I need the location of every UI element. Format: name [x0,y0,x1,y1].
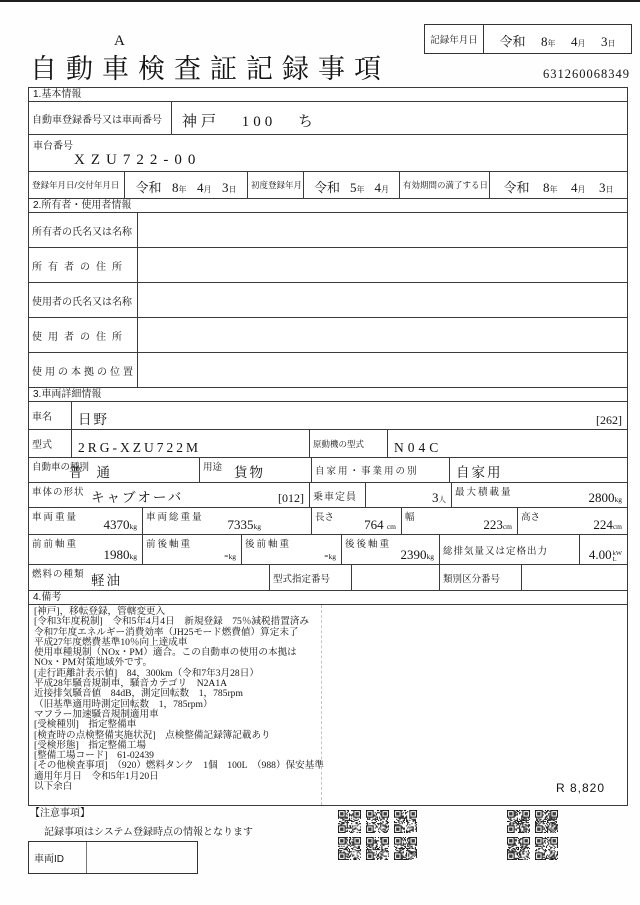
remark-line: [受検種別] 指定整備車 [34,719,137,731]
weights-dimensions-row [29,507,627,534]
vehicle-id-box [28,841,198,874]
user-name-row [29,282,627,317]
first-registration-value: 令和 5年 4月 [313,180,389,195]
document-number: 631260068349 [543,67,630,81]
engine-model-label: 原動機の型式 [313,438,365,449]
axle-weights-row [29,534,627,564]
max-load-label: 最大積載量 [455,487,513,498]
displacement-value: 4.00 kW L [588,547,622,563]
qr-row [338,837,563,860]
remark-line: [令和3年度税制] 令和5年4月4日 新規登録 75％減税措置済み [34,616,310,628]
vehicle-kind-label: 自動車の種別 [32,462,90,473]
owner-name-row [29,213,627,247]
remark-line: [整備工場コード] 61-02439 [34,750,154,762]
remark-line: 近接排気騒音値 84dB，測定回転数 1，785rpm [34,688,243,700]
model-value: 2RG-XZU722M [78,440,201,455]
length-label: 長さ [315,512,335,523]
owner-name-label: 所有者の氏名又は名称 [32,226,132,238]
section3-heading: 3.車両詳細情報 [29,388,627,402]
fuel-type-label: 燃料の種類 [32,569,85,580]
user-name-label: 使用者の氏名又は名称 [32,296,132,308]
axle-front-rear-value: -kg [224,547,236,562]
section-owner-user-info [28,198,628,388]
owner-address-label: 所有者の住所 [32,261,128,273]
plate-value: 神戸 100 ち [182,114,318,130]
user-address-row [29,317,627,352]
qr-gap [422,810,507,833]
car-name-code: [262] [596,413,622,427]
qr-code-icon [394,837,417,860]
vehicle-weight-label: 車両重量 [32,512,79,523]
class-number-label: 類別区分番号 [443,573,501,585]
form-type-mark: A [114,33,125,49]
body-shape-value: キャブオーバ [91,490,184,505]
base-location-label: 使用の本拠の位置 [32,366,136,378]
owner-address-row [29,247,627,282]
class-number-value [521,565,627,590]
kind-use-row [29,457,627,482]
notice-heading: 【注意事項】 [30,808,90,819]
section-basic-info [28,87,628,199]
qr-code-block [338,810,563,864]
section-vehicle-details [28,387,628,591]
registration-date-value: 令和 8年 4月 3日 [135,180,237,195]
vehicle-weight-value: 4370kg [103,517,137,532]
qr-row [338,810,563,833]
remarks-box [29,605,627,805]
fuel-row [29,564,627,590]
qr-code-icon [338,837,361,860]
capacity-value: 3人 [432,490,446,505]
base-location-row [29,352,627,387]
record-date-value: 令和 8年 4月 3日 [499,34,616,49]
fuel-type-value: 軽油 [91,573,122,588]
engine-model-value: N04C [394,440,443,455]
vehicle-id-value [87,842,197,873]
user-name-value [137,283,627,317]
remark-line: マフラー加速騒音規制適用車 [34,708,159,720]
car-name-value: 日野 [78,412,109,427]
main-table [28,88,628,806]
qr-code-icon [507,810,530,833]
car-name-row [29,402,627,429]
expiry-date-label: 有効期間の満了する日 [403,180,489,190]
qr-code-icon [535,810,558,833]
gross-weight-label: 車両総重量 [146,512,204,523]
remarks-text [29,605,324,792]
remark-line: 以下余白 [34,781,73,793]
qr-gap [422,837,507,860]
body-shape-row [29,482,627,507]
remark-line: [神戸]，移転登録，管轄変更入 [34,606,166,617]
remarks-fold-line [321,605,322,805]
axle-front-front-value: 1980kg [103,547,137,562]
owner-address-value [137,248,627,282]
car-name-label: 車名 [32,412,52,423]
plate-row [29,102,627,134]
chassis-value: XZU722-00 [74,152,202,168]
remark-line: 使用車種規制（NOx・PM）適合。この自動車の使用の本拠はNOx・PM対策地域外です。 [34,647,297,669]
qr-code-icon [394,810,417,833]
private-business-value: 自家用 [456,465,503,480]
axle-rear-front-label: 後前軸重 [245,539,292,550]
capacity-label: 乗車定員 [313,491,357,503]
qr-code-icon [338,810,361,833]
recycle-fee: R 8,820 [555,781,605,795]
page-title: 自動車検査証記録事項 [30,54,390,84]
remark-line: （旧基準適用時測定回転数 1，785rpm） [34,698,213,710]
model-label: 型式 [32,440,52,451]
remark-line: [受検形態] 指定整備工場 [34,739,146,751]
vehicle-id-label: 車両ID [29,842,87,873]
private-business-label: 自家用・事業用の別 [315,466,419,477]
remark-line: 令和7年度エネルギー消費効率（JH25モード燃費値）算定未了 [34,626,299,638]
section4-heading: 4.備考 [29,591,627,605]
remark-line: [走行距離計表示値] 84，300km（令和7年3月28日） [34,667,259,679]
remark-line: [その他検査事項] （920）燃料タンク 1個 100L （988）保安基準適用年月日 令和5年1月20日 [34,760,324,782]
displacement-label: 総排気量又は定格出力 [443,545,549,557]
base-location-value [137,353,627,387]
length-value: 764 cm [364,517,396,532]
owner-name-value [137,213,627,247]
section-remarks [28,590,628,806]
model-row [29,429,627,457]
width-value: 223cm [483,517,512,532]
vehicle-kind-value: 普通 [69,465,124,480]
height-label: 高さ [521,512,541,523]
record-date-box [424,24,632,54]
qr-code-icon [366,837,389,860]
axle-rear-front-value: -kg [324,547,336,562]
qr-code-icon [507,837,530,860]
registration-date-label: 登録年月日/交付年月日 [32,180,120,190]
dates-row [29,171,627,198]
use-label: 用途 [203,462,223,473]
max-load-value: 2800kg [588,490,622,505]
body-shape-label: 車体の形状 [32,487,85,498]
section2-heading: 2.所有者・使用者情報 [29,199,627,213]
remark-line: 平成28年騒音規制車，騒音カテゴリ N2A1A [34,678,228,690]
gross-weight-value: 7335kg [227,517,261,532]
notice-text: 記録事項はシステム登録時点の情報となります [44,827,253,838]
chassis-row [29,134,627,171]
user-address-value [137,318,627,352]
chassis-label: 車台番号 [33,141,73,152]
axle-front-rear-label: 前後軸重 [146,539,193,550]
height-value: 224cm [593,517,622,532]
type-approval-number-label: 型式指定番号 [273,573,331,585]
use-value: 貨物 [234,465,265,480]
remark-line: [検査時の点検整備実施状況] 点検整備記録簿記載あり [34,729,271,741]
width-label: 幅 [405,512,415,523]
qr-code-icon [366,810,389,833]
qr-code-icon [535,837,558,860]
type-approval-number-value [351,565,439,590]
plate-label: 自動車登録番号又は車両番号 [32,114,162,126]
user-address-label: 使用者の住所 [32,331,128,343]
record-date-label: 記録年月日 [425,25,484,53]
remark-line: 平成27年度燃費基準10％向上達成車 [34,636,188,648]
axle-rear-rear-value: 2390kg [400,547,434,562]
axle-rear-rear-label: 後後軸重 [345,539,392,550]
expiry-date-value: 令和 8年 4月 3日 [503,180,614,195]
body-shape-code: [012] [278,491,304,505]
axle-front-front-label: 前前軸重 [32,539,79,550]
first-registration-label: 初度登録年月 [251,180,303,190]
section1-heading: 1.基本情報 [29,88,627,102]
